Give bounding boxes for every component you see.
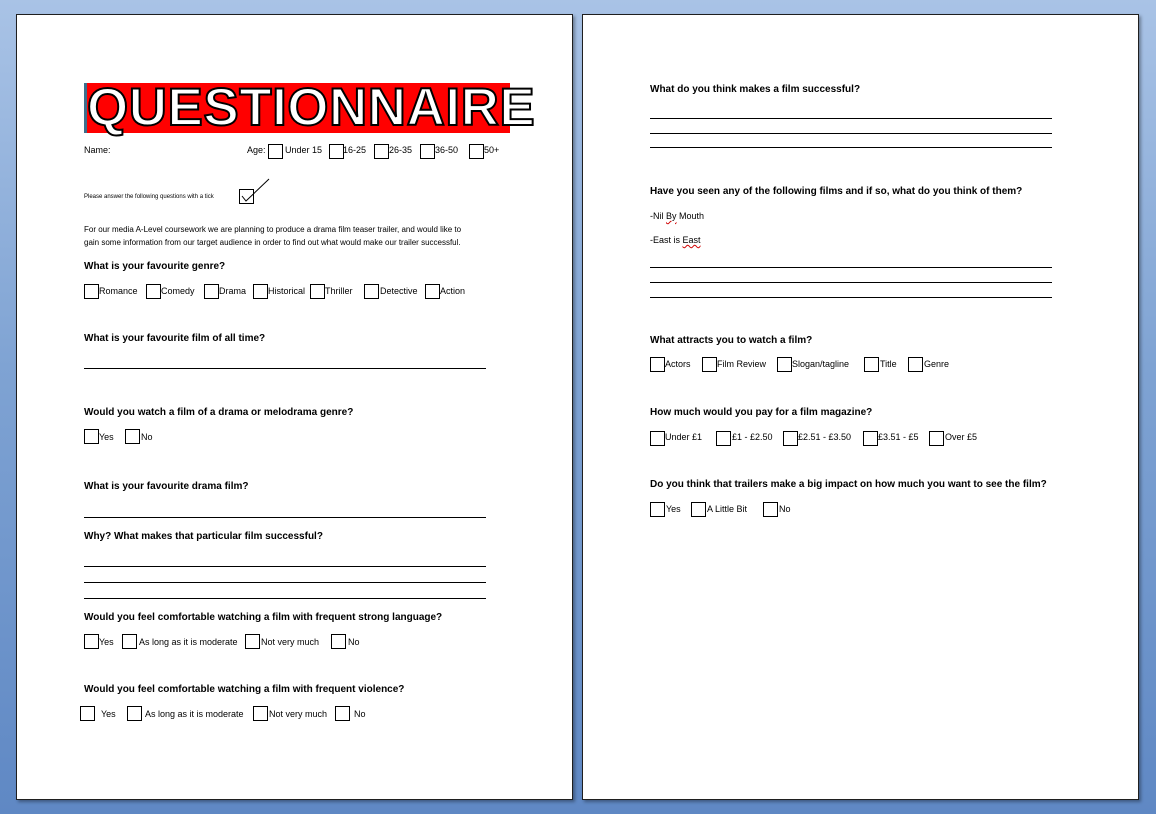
document-page-1 [16,14,573,800]
age-option-label: 26-35 [389,145,413,155]
checkbox-language-yes[interactable] [84,634,99,649]
checkbox-price-351-5[interactable] [863,431,878,446]
checkbox-age-26-35[interactable] [374,144,389,159]
answer-line[interactable] [84,566,486,567]
checkbox-genre-drama[interactable] [204,284,219,299]
age-option-label: 50+ [484,145,500,155]
answer-line[interactable] [650,147,1052,148]
spelling-flag: By [666,211,677,221]
option-label: No [348,637,360,647]
checkbox-trailer-little-bit[interactable] [691,502,706,517]
instruction-text: Please answer the following questions with a tick [84,194,214,200]
checkbox-genre-action[interactable] [425,284,440,299]
age-option-label: 16-25 [343,145,367,155]
document-title: QUESTIONNAIRE [87,78,536,137]
checkbox-drama-yes[interactable] [84,429,99,444]
question-favourite-drama: What is your favourite drama film? [84,481,249,492]
film-item-text: Mouth [676,211,705,221]
checkbox-price-over-5[interactable] [929,431,944,446]
checkbox-language-no[interactable] [331,634,346,649]
question-film-success: What do you think makes a film successful? [650,84,861,95]
checkbox-genre-thriller[interactable] [310,284,325,299]
answer-line[interactable] [650,118,1052,119]
answer-line[interactable] [650,267,1052,268]
checkbox-genre-comedy[interactable] [146,284,161,299]
checkbox-attract-title[interactable] [864,357,879,372]
spelling-flag: East [682,235,701,245]
tick-icon [239,177,271,203]
checkbox-attract-slogan[interactable] [777,357,792,372]
age-label: Age: [247,145,266,155]
checkbox-age-50-plus[interactable] [469,144,484,159]
option-label: A Little Bit [707,504,748,514]
genre-option-label: Historical [268,286,306,296]
question-trailer-impact: Do you think that trailers make a big impact on how much you want to see the film? [650,479,1047,490]
checkbox-trailer-yes[interactable] [650,502,665,517]
genre-option-label: Detective [380,286,418,296]
option-label: Over £5 [945,432,978,442]
genre-option-label: Comedy [161,286,195,296]
film-item-east-is-east [650,235,701,245]
checkbox-language-moderate[interactable] [122,634,137,649]
document-page-2 [582,14,1139,800]
option-label: Yes [99,432,114,442]
checkbox-attract-genre[interactable] [908,357,923,372]
answer-line[interactable] [84,517,486,518]
question-favourite-film: What is your favourite film of all time? [84,333,266,344]
answer-line[interactable] [650,282,1052,283]
option-label: £3.51 - £5 [878,432,919,442]
option-label: Title [880,359,897,369]
genre-option-label: Thriller [325,286,353,296]
film-item-nil-by-mouth [650,211,704,221]
option-label: Yes [666,504,681,514]
film-item-text: -Nil [650,211,666,221]
option-label: Under £1 [665,432,703,442]
option-label: Not very much [269,709,328,719]
option-label: Not very much [261,637,320,647]
genre-option-label: Action [440,286,466,296]
checkbox-attract-actors[interactable] [650,357,665,372]
checkbox-age-36-50[interactable] [420,144,435,159]
checkbox-genre-romance[interactable] [84,284,99,299]
checkbox-violence-moderate[interactable] [127,706,142,721]
checkbox-genre-detective[interactable] [364,284,379,299]
checkbox-violence-no[interactable] [335,706,350,721]
checkbox-language-not-very-much[interactable] [245,634,260,649]
checkbox-attract-film-review[interactable] [702,357,717,372]
checkbox-trailer-no[interactable] [763,502,778,517]
age-option-label: 36-50 [435,145,459,155]
option-label: Actors [665,359,691,369]
checkbox-price-251-350[interactable] [783,431,798,446]
question-watch-drama: Would you watch a film of a drama or melodrama genre? [84,407,354,418]
answer-line[interactable] [84,582,486,583]
title-banner [84,78,536,137]
checkbox-violence-yes[interactable] [80,706,95,721]
option-label: Yes [101,709,116,719]
question-attracts: What attracts you to watch a film? [650,335,813,346]
option-label: Genre [924,359,950,369]
answer-line[interactable] [84,598,486,599]
checkbox-violence-not-very-much[interactable] [253,706,268,721]
option-label: No [141,432,153,442]
checkbox-price-under-1[interactable] [650,431,665,446]
age-option-label: Under 15 [285,145,323,155]
intro-line-1: For our media A-Level coursework we are planning to produce a drama film teaser trailer, and would like to [84,225,462,234]
question-strong-language: Would you feel comfortable watching a film with frequent strong language? [84,612,443,623]
answer-line[interactable] [650,297,1052,298]
intro-line-2: gain some information from our target audience in order to find out what would make our trailer successful. [84,238,461,247]
answer-line[interactable] [84,368,486,369]
checkbox-genre-historical[interactable] [253,284,268,299]
option-label: No [779,504,791,514]
question-seen-films: Have you seen any of the following films and if so, what do you think of them? [650,186,1023,197]
option-label: Yes [99,637,114,647]
option-label: Film Review [717,359,767,369]
genre-option-label: Romance [99,286,138,296]
question-magazine-price: How much would you pay for a film magazine? [650,407,873,418]
option-label: As long as it is moderate [145,709,244,719]
option-label: £2.51 - £3.50 [798,432,852,442]
name-label: Name: [84,145,111,155]
genre-option-label: Drama [219,286,247,296]
checkbox-drama-no[interactable] [125,429,140,444]
option-label: Slogan/tagline [792,359,850,369]
checkbox-age-16-25[interactable] [329,144,344,159]
checkbox-price-1-250[interactable] [716,431,731,446]
option-label: £1 - £2.50 [732,432,773,442]
option-label: No [354,709,366,719]
question-violence: Would you feel comfortable watching a film with frequent violence? [84,684,405,695]
film-item-text: -East is [650,235,683,245]
answer-line[interactable] [650,133,1052,134]
checkbox-age-under-15[interactable] [268,144,283,159]
option-label: As long as it is moderate [139,637,238,647]
question-genre: What is your favourite genre? [84,261,226,272]
question-why-successful: Why? What makes that particular film successful? [84,531,323,542]
